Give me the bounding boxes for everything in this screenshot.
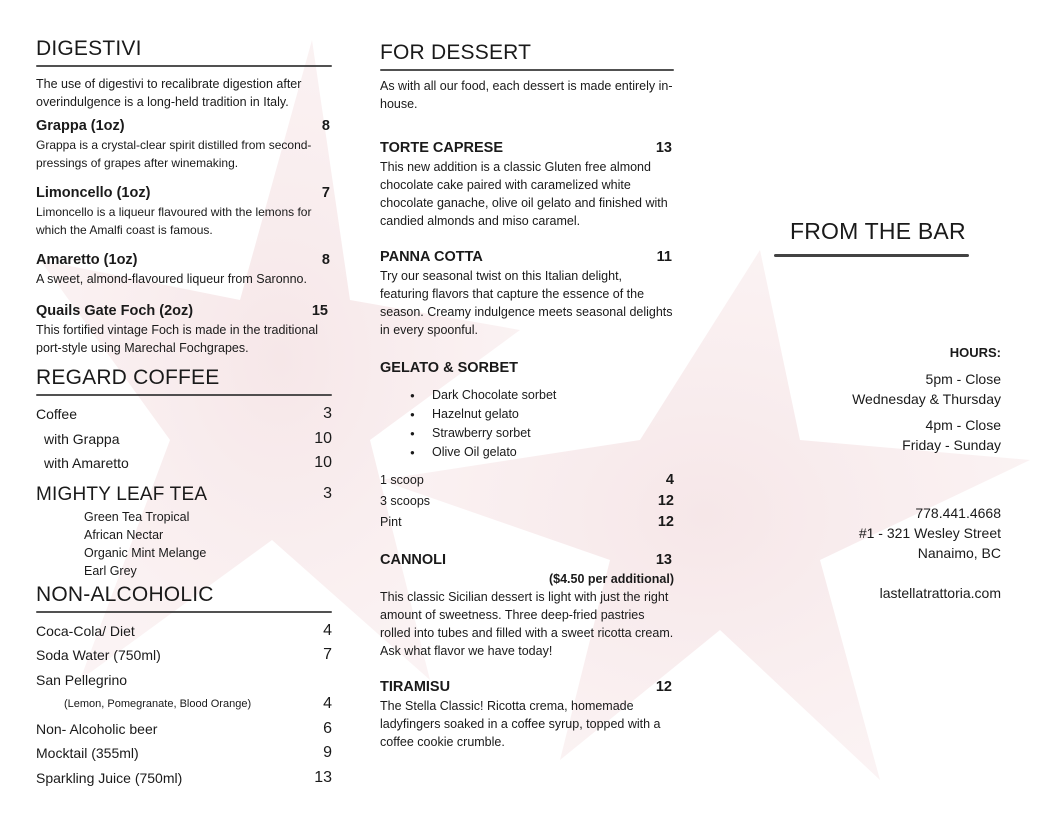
row-price: 9 [323, 744, 332, 761]
item-price: 11 [656, 249, 672, 265]
list-item: ● Olive Oil gelato [432, 443, 674, 462]
gelato-size-row [380, 512, 674, 533]
drink-row [36, 717, 332, 742]
item-name: Limoncello (1oz) [36, 185, 151, 201]
item-desc: The Stella Classic! Ricotta crema, homemade ladyfingers soaked in a coffee syrup, topped with a coffee cookie crumble. [380, 699, 661, 749]
item-name: TORTE CAPRESE [380, 140, 504, 156]
row-name: Coca-Cola/ Diet [36, 622, 135, 639]
item-name: CANNOLI [380, 552, 447, 568]
section-rule [36, 611, 332, 613]
dessert-item [380, 551, 674, 660]
city: Nanaimo, BC [917, 545, 1001, 561]
list-item: African Nectar [84, 527, 164, 542]
row-price: 4 [665, 472, 674, 488]
coffee-row [36, 451, 332, 476]
tea-title: MIGHTY LEAF TEA [36, 483, 208, 505]
phone-number: 778.441.4668 [915, 505, 1001, 521]
digestivi-item [36, 117, 332, 172]
item-name: TIRAMISU [380, 679, 451, 695]
digestivi-item [36, 302, 332, 357]
row-price: 3 [323, 405, 332, 422]
website-link[interactable]: lastellatrattoria.com [879, 585, 1001, 601]
middle-column [380, 40, 674, 751]
item-name: PANNA COTTA [380, 249, 483, 265]
hours-days: Wednesday & Thursday [852, 391, 1001, 407]
list-item: Organic Mint Melange [84, 545, 207, 560]
item-desc: This new addition is a classic Gluten free almond chocolate cake paired with caramelized white chocolate ganache, olive oil gelato and finished with candied almonds and miso caramel. [380, 160, 668, 228]
hours-time: 5pm - Close [925, 371, 1001, 387]
non-alcoholic-title: NON-ALCOHOLIC [36, 582, 214, 606]
section-rule [774, 254, 969, 257]
tea-heading-row [36, 482, 332, 508]
tea-price: 3 [323, 484, 332, 502]
row-name: (Lemon, Pomegranate, Blood Orange) [64, 698, 252, 710]
row-price: 12 [657, 493, 674, 509]
street-address: #1 - 321 Wesley Street [858, 525, 1001, 541]
drink-row [36, 766, 332, 791]
list-item: Green Tea Tropical [84, 509, 190, 524]
row-price: 12 [657, 514, 674, 530]
cannoli-note: ($4.50 per additional) [548, 572, 674, 586]
drink-row [36, 692, 332, 717]
drink-row [36, 741, 332, 766]
section-rule [36, 394, 332, 396]
list-item: ● Hazelnut gelato [432, 405, 674, 424]
row-price: 6 [323, 719, 332, 737]
drink-row [36, 619, 332, 644]
coffee-title: REGARD COFFEE [36, 366, 220, 389]
tea-flavors [36, 508, 332, 580]
hours-time: 4pm - Close [925, 417, 1001, 433]
gelato-flavors [380, 386, 674, 462]
right-column [770, 216, 1001, 603]
item-desc: This classic Sicilian dessert is light with just the right amount of sweetness. Three deep-fried pastries rolled into tubes and filled with a sweet ricotta cream. Ask what flavor we have today! [380, 590, 674, 658]
digestivi-item [36, 184, 332, 239]
item-name: GELATO & SORBET [380, 360, 519, 376]
row-name: 3 scoops [380, 494, 431, 508]
row-name: with Amaretto [44, 455, 129, 471]
list-item: Earl Grey [84, 563, 137, 578]
dessert-item [380, 359, 674, 533]
coffee-row [36, 427, 332, 452]
row-name: Coffee [36, 406, 77, 422]
digestivi-title: DIGESTIVI [36, 37, 142, 60]
row-name: Non- Alcoholic beer [36, 720, 158, 737]
digestivi-item [36, 251, 332, 288]
gelato-size-row [380, 491, 674, 512]
row-price: 10 [314, 429, 332, 447]
hours-days: Friday - Sunday [902, 437, 1001, 453]
dessert-item [380, 248, 674, 339]
item-price: 7 [321, 185, 330, 201]
item-desc: Limoncello is a liqueur flavoured with the lemons for which the Amalfi coast is famous. [36, 205, 312, 237]
row-price: 4 [323, 695, 332, 712]
item-price: 12 [655, 679, 672, 695]
item-price: 8 [321, 252, 330, 268]
hours-block [770, 415, 1001, 455]
bar-title: FROM THE BAR [790, 218, 966, 244]
list-item: ● Dark Chocolate sorbet [432, 386, 674, 405]
row-price: 13 [314, 768, 332, 786]
coffee-row [36, 402, 332, 427]
gelato-size-row [380, 470, 674, 491]
item-price: 15 [311, 303, 328, 319]
digestivi-intro: The use of digestivi to recalibrate digestion after overindulgence is a long-held tradition in Italy. [36, 77, 302, 109]
hours-block [770, 369, 1001, 409]
section-rule [36, 65, 332, 67]
drink-row [36, 668, 332, 693]
item-name: Quails Gate Foch (2oz) [36, 303, 194, 319]
row-name: Mocktail (355ml) [36, 745, 139, 761]
row-price: 10 [314, 454, 332, 471]
item-desc: Grappa is a crystal-clear spirit distilled from second-pressings of grapes after winemaking. [36, 138, 312, 170]
row-price: 4 [323, 621, 332, 639]
left-column [36, 36, 332, 790]
row-name: with Grappa [44, 430, 120, 447]
dessert-title: FOR DESSERT [380, 41, 532, 64]
dessert-item [380, 139, 674, 230]
item-name: Grappa (1oz) [36, 118, 125, 134]
row-name: San Pellegrino [36, 671, 128, 688]
drink-row [36, 643, 332, 668]
item-name: Amaretto (1oz) [36, 252, 138, 268]
section-rule [380, 69, 674, 71]
row-name: Soda Water (750ml) [36, 647, 161, 663]
item-desc: Try our seasonal twist on this Italian delight, featuring flavors that capture the essence of the season. Creamy indulgence meets seasonal delights in every spoonful. [380, 269, 673, 337]
item-price: 13 [655, 140, 672, 156]
dessert-intro: As with all our food, each dessert is made entirely in-house. [380, 79, 673, 111]
contact-block [770, 503, 1001, 563]
row-name: Sparkling Juice (750ml) [36, 769, 183, 786]
item-desc: This fortified vintage Foch is made in the traditional port-style using Marechal Fochgrapes. [36, 323, 319, 355]
item-price: 8 [321, 118, 330, 134]
item-price: 13 [655, 552, 672, 568]
hours-label: HOURS: [949, 345, 1001, 360]
row-price: 7 [323, 646, 332, 663]
list-item: ● Strawberry sorbet [432, 424, 674, 443]
row-name: Pint [380, 515, 402, 529]
item-desc: A sweet, almond-flavoured liqueur from Saronno. [36, 272, 307, 286]
row-name: 1 scoop [380, 473, 424, 487]
dessert-item [380, 678, 674, 751]
